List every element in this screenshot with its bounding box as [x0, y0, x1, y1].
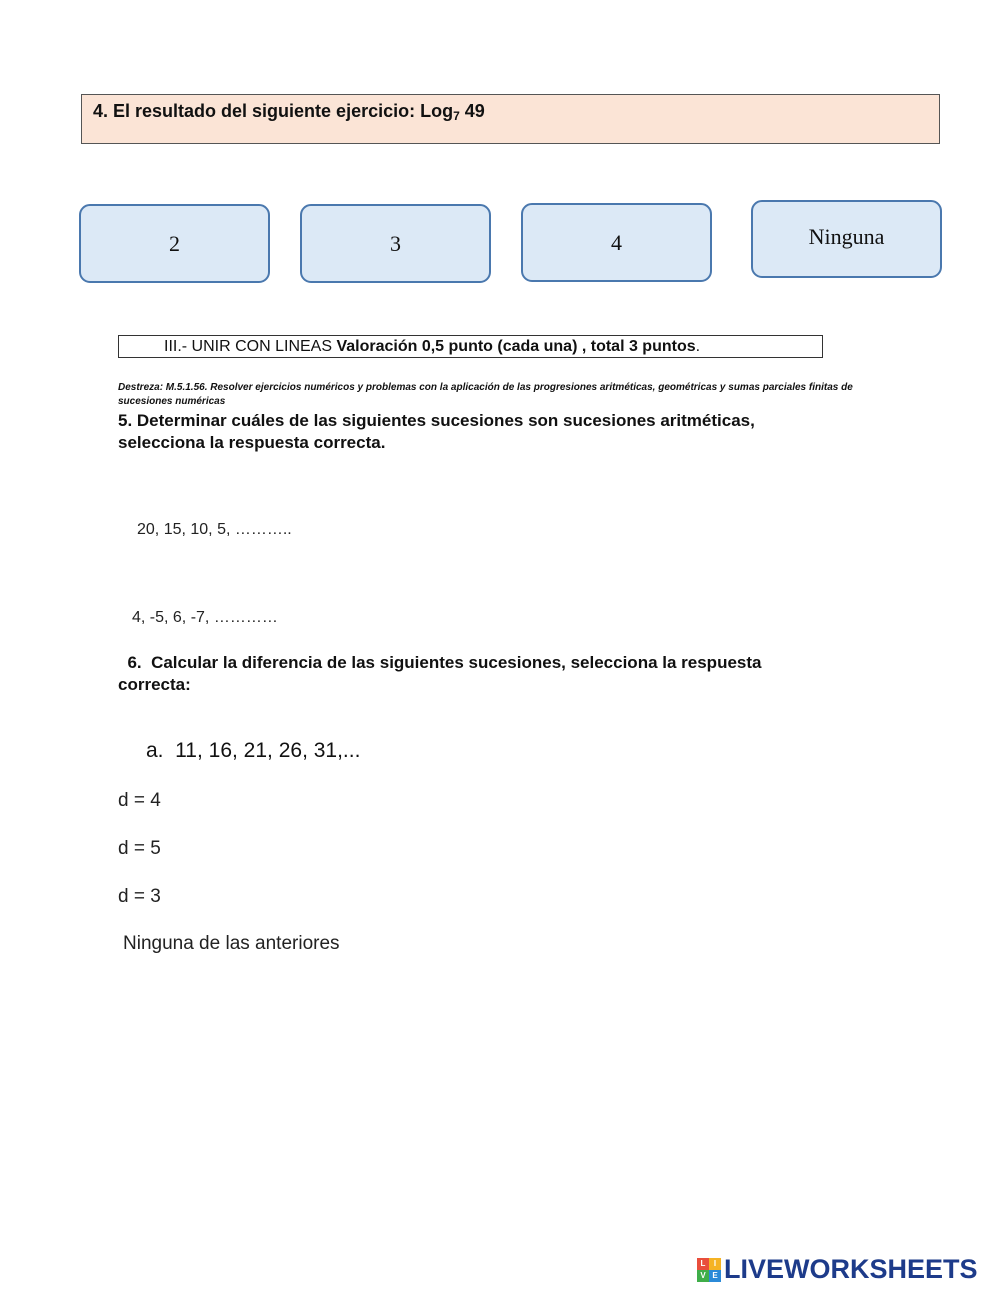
question-6-text: 6. Calcular la diferencia de las siguientes sucesiones, selecciona la respuesta correcta: — [118, 653, 767, 694]
option-ninguna-button[interactable]: Ninguna — [751, 200, 942, 278]
question-4-prefix: 4. El resultado del siguiente ejercicio: Log — [93, 101, 454, 121]
question-5-text: 5. Determinar cuáles de las siguientes sucesiones son sucesiones aritméticas, selecciona la respuesta correcta. — [118, 411, 755, 452]
question-4-suffix: 49 — [459, 101, 485, 121]
logo-letter-e: E — [709, 1270, 721, 1282]
section-3-header — [118, 335, 823, 358]
sequence-1[interactable]: 20, 15, 10, 5, ……….. — [137, 521, 292, 538]
question-4-text — [93, 101, 485, 123]
section-3-scoring: Valoración 0,5 punto (cada una) , total 3 puntos — [336, 338, 696, 355]
log-base: 7 — [453, 109, 460, 123]
destreza-text: Destreza: M.5.1.56. Resolver ejercicios numéricos y problemas con la aplicación de las progresiones aritméticas, geométricas y sumas parciales finitas de sucesiones numéricas — [118, 382, 853, 407]
section-3-period: . — [695, 338, 701, 355]
section-3-title: III.- UNIR CON LINEAS — [164, 338, 337, 355]
logo-letter-i: I — [709, 1258, 721, 1270]
sequence-2[interactable]: 4, -5, 6, -7, ………… — [132, 609, 278, 626]
logo-icon — [697, 1258, 721, 1282]
answer-d3[interactable]: d = 3 — [118, 886, 161, 907]
option-4-button[interactable]: 4 — [521, 203, 712, 282]
answer-d4[interactable]: d = 4 — [118, 790, 161, 811]
logo-letter-v: V — [697, 1270, 709, 1282]
answer-d5[interactable]: d = 5 — [118, 838, 161, 859]
logo-letter-l: L — [697, 1258, 709, 1270]
logo-text: LIVEWORKSHEETS — [724, 1254, 978, 1284]
liveworksheets-logo — [697, 1254, 978, 1285]
item-a-sequence: a. 11, 16, 21, 26, 31,... — [146, 739, 361, 762]
answer-ninguna[interactable]: Ninguna de las anteriores — [123, 933, 340, 954]
option-3-button[interactable]: 3 — [300, 204, 491, 283]
option-2-button[interactable]: 2 — [79, 204, 270, 283]
